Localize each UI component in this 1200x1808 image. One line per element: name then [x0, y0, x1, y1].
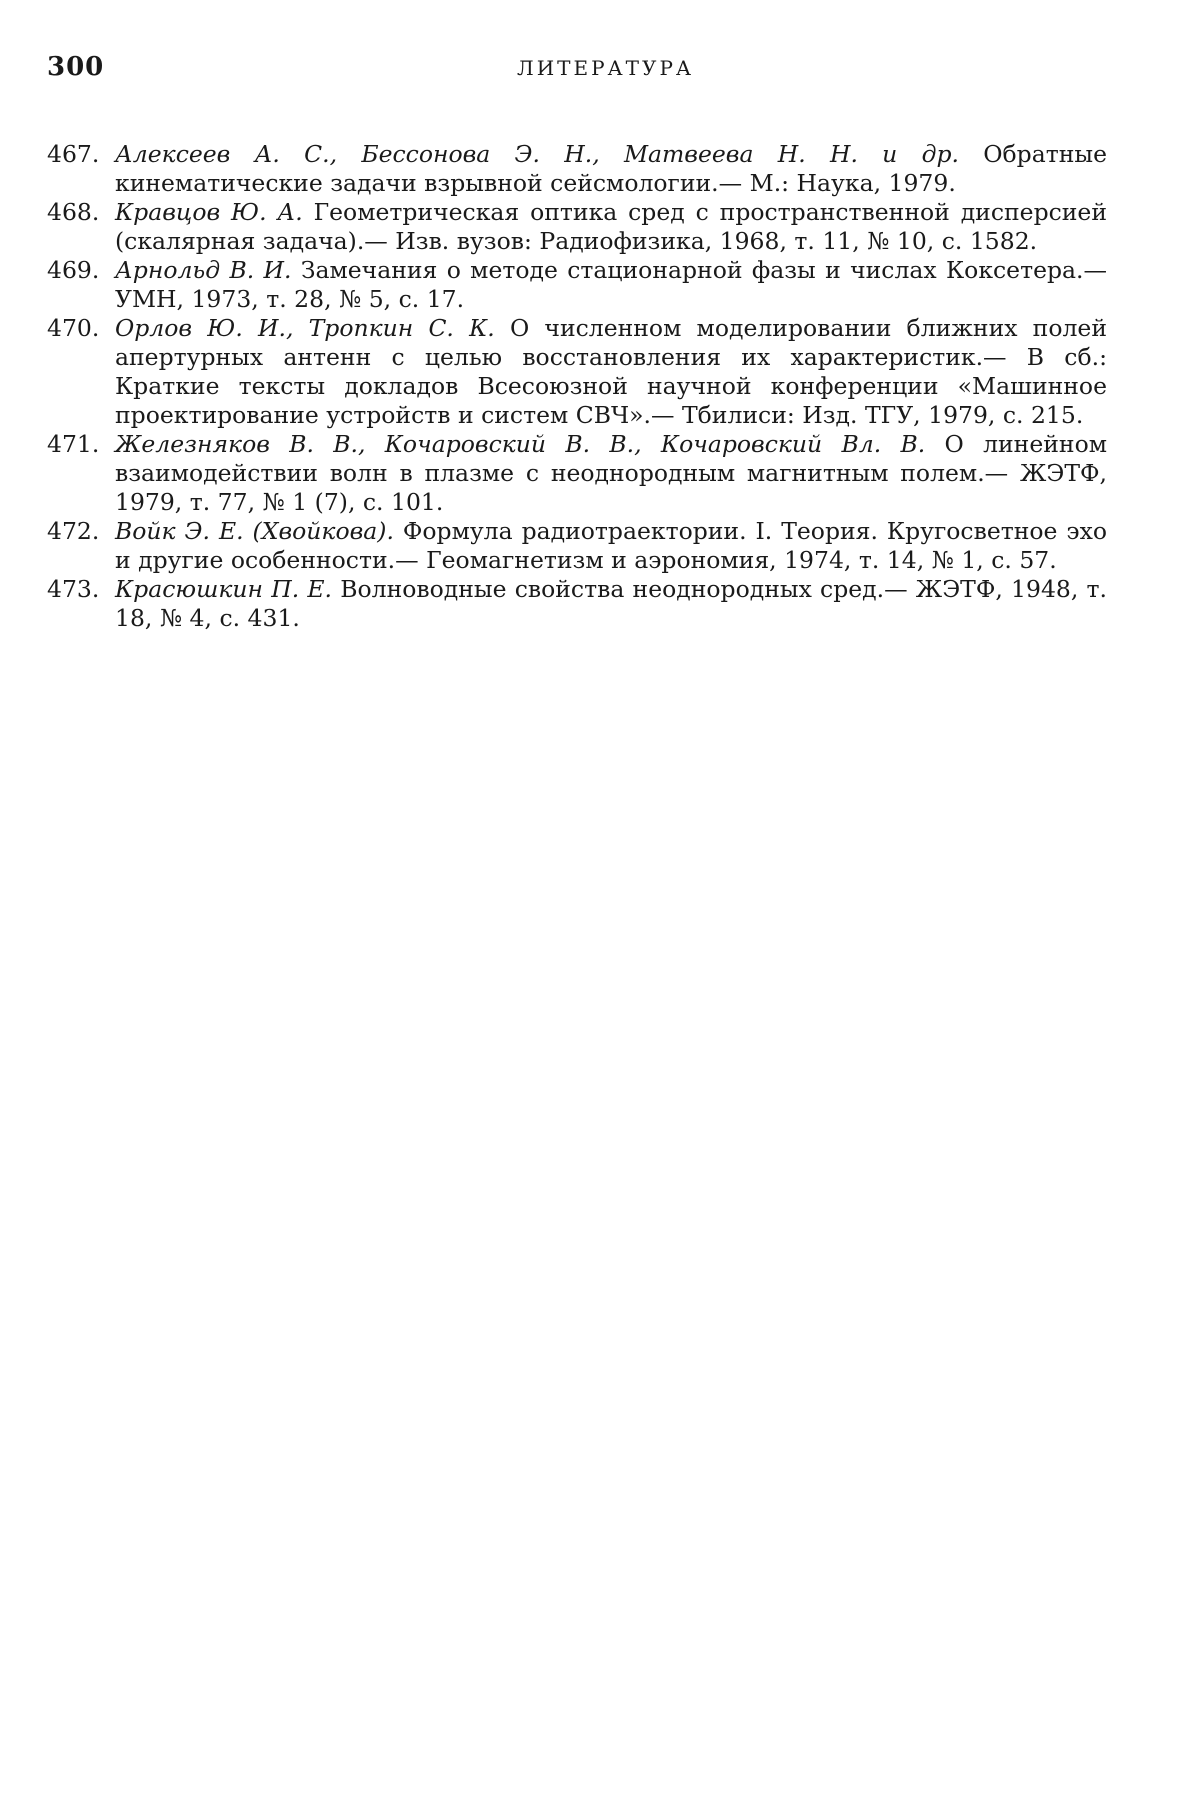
reference-authors: Железняков В. В., Кочаровский В. В., Кочаровский Вл. В.	[115, 430, 945, 458]
reference-entry	[47, 140, 1107, 198]
reference-number: 468.	[47, 198, 100, 226]
reference-text: Обратные кинематические задачи взрывной сейсмологии.— М.: Наука, 1979.	[115, 140, 1107, 197]
reference-list	[47, 140, 1107, 633]
reference-authors: Орлов Ю. И., Тропкин С. К.	[115, 314, 510, 342]
reference-number: 473.	[47, 575, 100, 603]
reference-number: 471.	[47, 430, 100, 458]
reference-entry	[47, 198, 1107, 256]
reference-text: Замечания о методе стационарной фазы и числах Коксетера.— УМН, 1973, т. 28, № 5, с. 17.	[115, 256, 1108, 313]
reference-number: 472.	[47, 517, 100, 545]
reference-text: О численном моделировании ближних полей апертурных антенн с целью восстановления их характеристик.— В сб.: Краткие тексты докладов Всесоюзной научной конференции «Машинное проектирование устройств и систем СВЧ».— Тбилиси: Изд. ТГУ, 1979, с. 215.	[115, 314, 1107, 429]
reference-number: 470.	[47, 314, 100, 342]
reference-text: О линейном взаимодействии волн в плазме с неоднородным магнитным полем.— ЖЭТФ, 1979, т. 77, № 1 (7), с. 101.	[115, 430, 1107, 516]
reference-authors: Красюшкин П. Е.	[115, 575, 341, 603]
reference-entry	[47, 517, 1107, 575]
reference-entry	[47, 314, 1107, 430]
reference-text: Формула радиотраектории. I. Теория. Кругосветное эхо и другие особенности.— Геомагнетизм и аэрономия, 1974, т. 14, № 1, с. 57.	[115, 517, 1107, 574]
reference-entry	[47, 256, 1107, 314]
reference-authors: Арнольд В. И.	[115, 256, 301, 284]
reference-entry	[47, 430, 1107, 517]
section-title: ЛИТЕРАТУРА	[517, 56, 695, 80]
page-number: 300	[47, 52, 105, 82]
reference-authors: Войк Э. Е. (Хвойкова).	[115, 517, 403, 545]
reference-text: Волноводные свойства неоднородных сред.— ЖЭТФ, 1948, т. 18, № 4, с. 431.	[115, 575, 1107, 632]
running-head	[47, 52, 1107, 92]
reference-number: 469.	[47, 256, 100, 284]
reference-authors: Алексеев А. С., Бессонова Э. Н., Матвеева Н. Н. и др.	[115, 140, 984, 168]
reference-text: Геометрическая оптика сред с пространственной дисперсией (скалярная задача).— Изв. вузов: Радиофизика, 1968, т. 11, № 10, с. 1582.	[115, 198, 1108, 255]
reference-authors: Кравцов Ю. А.	[115, 198, 314, 226]
reference-entry	[47, 575, 1107, 633]
reference-number: 467.	[47, 140, 100, 168]
